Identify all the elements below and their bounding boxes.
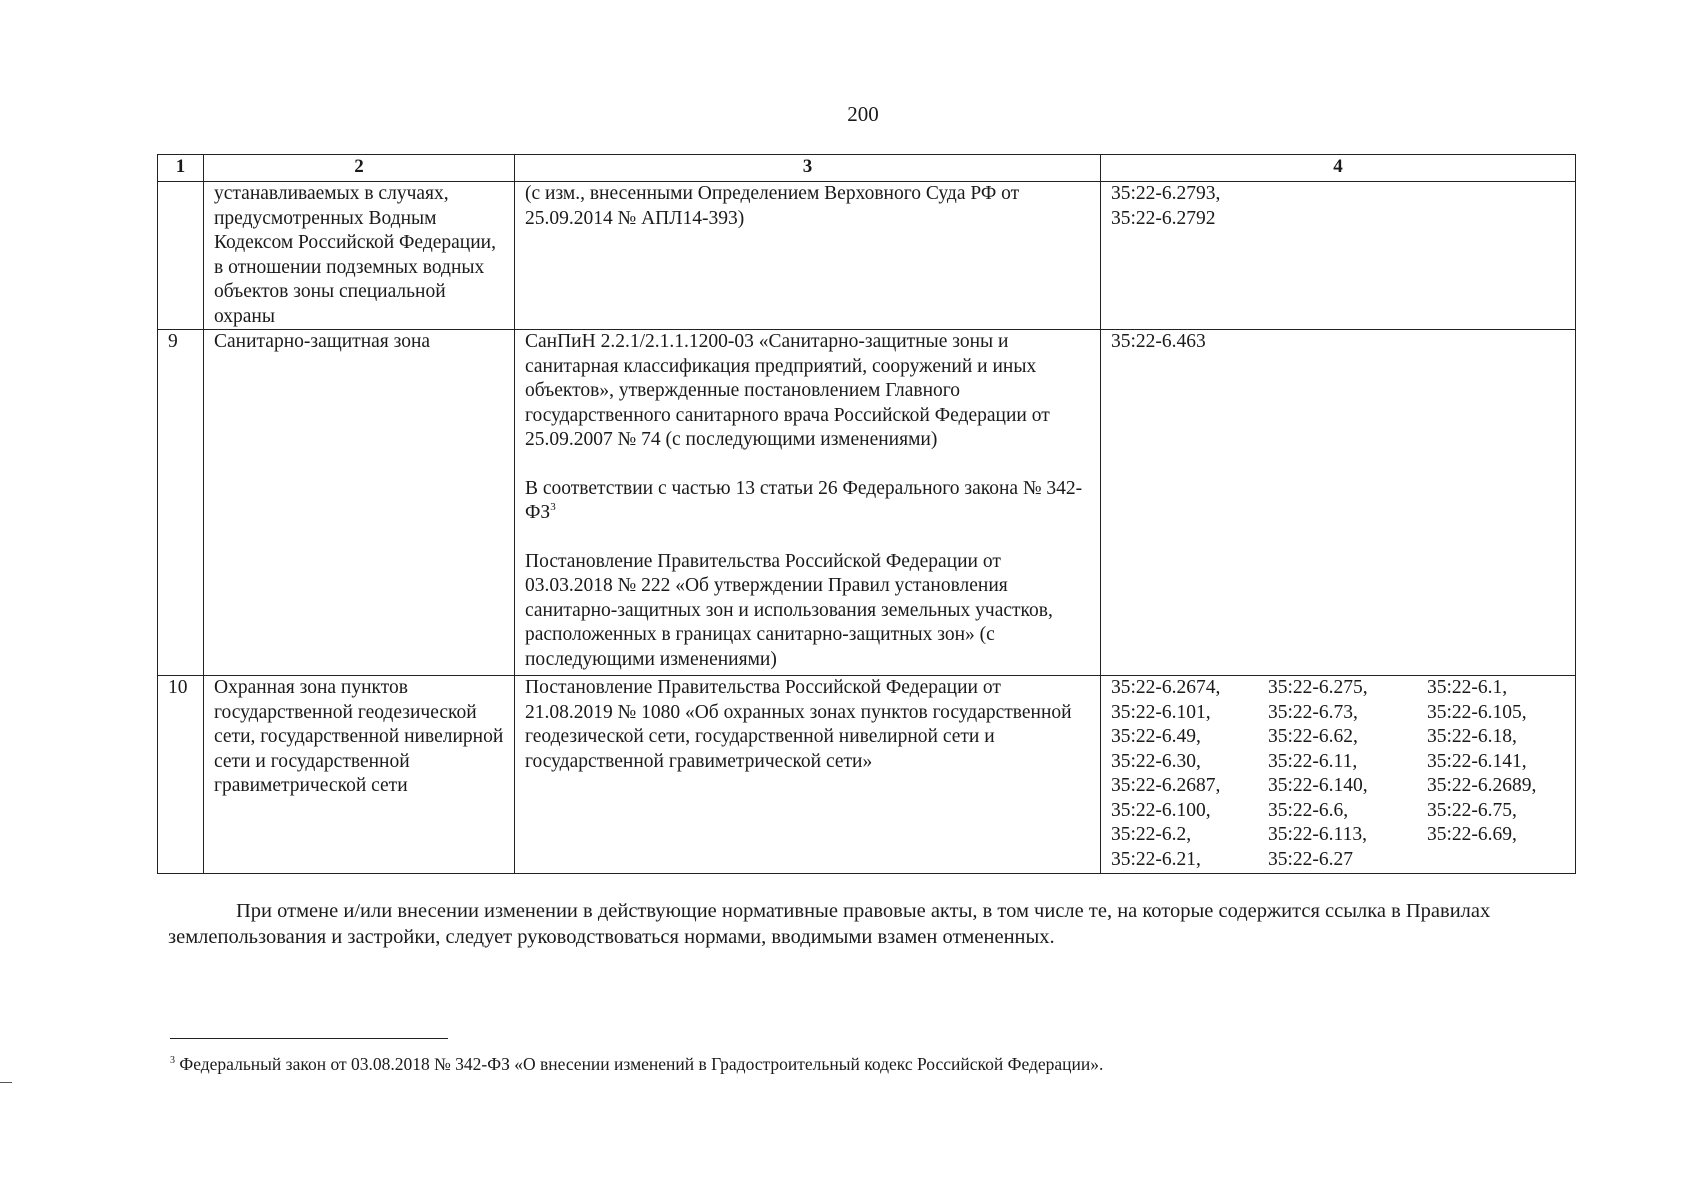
cadastral-number: 35:22-6.463 [1111, 331, 1206, 352]
footnote-ref: 3 [550, 501, 556, 513]
cadastral-number: 35:22-6.2793, [1111, 183, 1221, 204]
zone-name: устанавливаемых в случаях, предусмотренных Водным Кодексом Российской Федерации, в отношении подземных водных объектов зоны специальной охраны [204, 182, 515, 330]
table-header-row [158, 155, 1576, 182]
header-col-2: 2 [204, 155, 515, 182]
cadastral-number: 35:22-6.275, [1268, 677, 1368, 698]
zone-name: Охранная зона пунктов государственной геодезической сети, государственной нивелирной сети и государственной гравиметрической сети [204, 676, 515, 874]
footnote-marker: 3 [170, 1055, 175, 1066]
legal-doc-text: В соответствии с частью 13 статьи 26 Федерального закона № 342-ФЗ [525, 477, 1083, 523]
cadastral-number: 35:22-6.11, [1268, 750, 1358, 772]
table-row [158, 182, 1576, 330]
cadastral-number: 35:22-6.21, [1111, 848, 1201, 870]
legal-basis [515, 182, 1101, 330]
cadastral-grid [1111, 676, 1565, 872]
row-number: 10 [158, 676, 204, 874]
zones-table [157, 154, 1576, 874]
cadastral-number [1427, 848, 1577, 873]
cadastral-number: 35:22-6.49, [1111, 726, 1201, 747]
legal-doc [525, 477, 1090, 526]
cadastral-number: 35:22-6.100, [1111, 799, 1211, 821]
cadastral-list [1111, 182, 1565, 231]
cadastral-number: 35:22-6.113, [1268, 824, 1367, 845]
cadastral-number: 35:22-6.2687, [1111, 775, 1221, 796]
cadastral-number: 35:22-6.1, [1427, 677, 1508, 698]
cadastral-number: 35:22-6.141, [1427, 750, 1527, 772]
cadastral-numbers [1101, 330, 1576, 676]
legal-doc: Постановление Правительства Российской Федерации от 03.03.2018 № 222 «Об утверждении Правил установления санитарно-защитных зон и использования земельных участков, расположенных в границах санитарно-защитных зон» (с последующими изменениями) [525, 550, 1053, 670]
cadastral-number: 35:22-6.2674, [1111, 677, 1221, 698]
cadastral-number: 35:22-6.140, [1268, 775, 1368, 796]
header-col-1: 1 [158, 155, 204, 182]
legal-doc: Постановление Правительства Российской Федерации от 21.08.2019 № 1080 «Об охранных зонах пунктов государственной геодезической сети, государственной нивелирной сети и государственной гравиметрической сети» [525, 677, 1072, 772]
header-col-4: 4 [1101, 155, 1576, 182]
cadastral-number: 35:22-6.105, [1427, 701, 1527, 723]
closing-note: При отмене и/или внесении изменении в действующие нормативные правовые акты, в том числе те, на которые содержится ссылка в Правилах землепользования и застройки, следует руководствоваться нормами, вводимыми взамен отмененных. [168, 900, 1491, 948]
table-row [158, 330, 1576, 676]
legal-doc: СанПиН 2.2.1/2.1.1.1200-03 «Санитарно-защитные зоны и санитарная классификация предприятий, сооружений и иных объектов», утвержденные постановлением Главного государственного санитарного врача Российской Федерации от 25.09.2007 № 74 (с последующими изменениями) [525, 331, 1050, 450]
cadastral-numbers [1101, 182, 1576, 330]
cadastral-number: 35:22-6.2792 [1111, 207, 1216, 229]
zone-name: Санитарно-защитная зона [204, 330, 515, 676]
scan-edge-mark [0, 1082, 12, 1083]
cadastral-number: 35:22-6.18, [1427, 726, 1517, 747]
legal-basis [515, 330, 1101, 676]
cadastral-number: 35:22-6.69, [1427, 824, 1517, 845]
footnote-separator [170, 1038, 448, 1039]
cadastral-number: 35:22-6.2689, [1427, 775, 1537, 796]
cadastral-number: 35:22-6.62, [1268, 726, 1358, 747]
legal-basis [515, 676, 1101, 874]
footnote [170, 1053, 1103, 1075]
cadastral-number: 35:22-6.2, [1111, 824, 1192, 845]
table-row [158, 676, 1576, 874]
cadastral-number: 35:22-6.27 [1268, 848, 1354, 870]
cadastral-list [1111, 330, 1565, 355]
cadastral-numbers [1101, 676, 1576, 874]
footnote-text: Федеральный закон от 03.08.2018 № 342-ФЗ «О внесении изменений в Градостроительный кодекс Российской Федерации». [175, 1054, 1104, 1074]
page-number: 200 [847, 102, 879, 126]
cadastral-number: 35:22-6.30, [1111, 750, 1201, 772]
legal-doc: (с изм., внесенными Определением Верховного Суда РФ от 25.09.2014 № АПЛ14-393) [525, 183, 1020, 229]
header-col-3: 3 [515, 155, 1101, 182]
cadastral-number: 35:22-6.101, [1111, 701, 1211, 723]
row-number [158, 182, 204, 330]
cadastral-number: 35:22-6.73, [1268, 701, 1358, 723]
cadastral-number: 35:22-6.75, [1427, 799, 1517, 821]
row-number: 9 [158, 330, 204, 676]
cadastral-number: 35:22-6.6, [1268, 799, 1349, 821]
